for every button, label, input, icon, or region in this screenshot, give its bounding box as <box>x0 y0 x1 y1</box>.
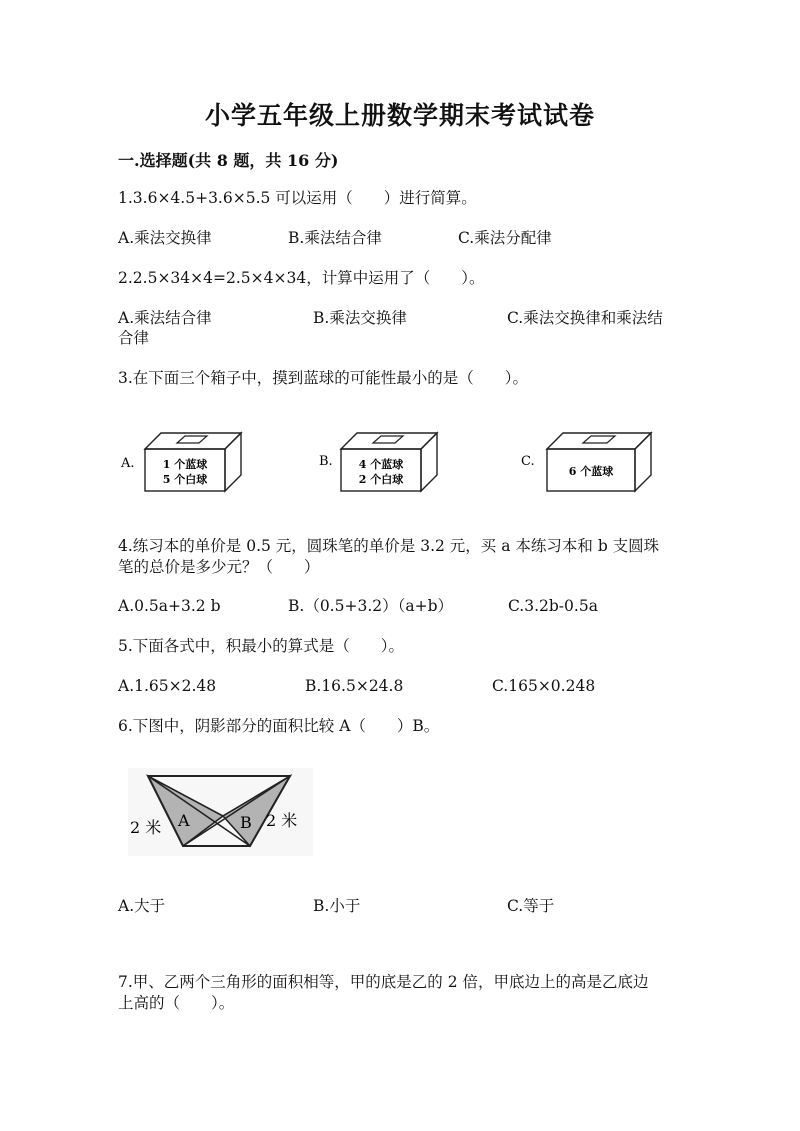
q3-box-b-figure <box>313 425 448 501</box>
question-5: 5.下面各式中，积最小的算式是（ ）。 <box>118 637 405 655</box>
question-6: 6.下图中，阴影部分的面积比较 A（ ）B。 <box>118 717 440 735</box>
exam-title: 小学五年级上册数学期末考试试卷 <box>204 101 595 130</box>
q2-option-a[interactable]: A.乘法结合律 <box>118 309 212 327</box>
q1-option-b[interactable]: B.乘法结合律 <box>288 229 382 247</box>
q4-option-b[interactable]: B.（0.5+3.2）（a+b） <box>288 597 454 615</box>
question-3: 3.在下面三个箱子中，摸到蓝球的可能性最小的是（ ）。 <box>118 369 529 387</box>
q6-trapezoid-figure <box>128 768 313 860</box>
region-a-label: A <box>178 811 190 830</box>
q5-option-c[interactable]: C.165×0.248 <box>492 677 596 695</box>
q3-box-a-line2: 5 个白球 <box>162 473 208 486</box>
question-2: 2.2.5×34×4=2.5×4×34，计算中运用了（ ）。 <box>118 269 485 287</box>
question-1: 1.3.6×4.5+3.6×5.5 可以运用（ ）进行简算。 <box>118 189 477 207</box>
question-4-line-1: 4.练习本的单价是 0.5 元，圆珠笔的单价是 3.2 元，买 a 本练习本和 b 支圆珠 <box>118 537 660 555</box>
right-length-label: 2 米 <box>266 811 298 830</box>
q6-option-c[interactable]: C.等于 <box>507 897 555 915</box>
left-length-label: 2 米 <box>130 818 162 837</box>
q3-box-b-label: B. <box>319 454 333 469</box>
question-7-line-2: 上高的（ ）。 <box>118 994 235 1012</box>
q2-option-b[interactable]: B.乘法交换律 <box>313 309 407 327</box>
question-7-line-1: 7.甲、乙两个三角形的面积相等，甲的底是乙的 2 倍，甲底边上的高是乙底边 <box>118 973 649 991</box>
q1-option-a[interactable]: A.乘法交换律 <box>118 229 212 247</box>
q5-option-a[interactable]: A.1.65×2.48 <box>118 677 217 695</box>
question-4-line-2: 笔的总价是多少元？（ ） <box>118 558 320 576</box>
q5-option-b[interactable]: B.16.5×24.8 <box>305 677 404 695</box>
q3-box-b-line2: 2 个白球 <box>358 473 404 486</box>
q4-option-c[interactable]: C.3.2b-0.5a <box>508 597 598 615</box>
region-b-label: B <box>240 813 252 832</box>
q3-box-a-figure <box>115 425 250 501</box>
q6-option-a[interactable]: A.大于 <box>118 897 166 915</box>
q3-box-b-line1: 4 个蓝球 <box>358 458 404 471</box>
q3-box-a-line1: 1 个蓝球 <box>162 458 208 471</box>
q3-box-a-label: A. <box>121 456 135 471</box>
section-heading: 一.选择题(共 8 题，共 16 分) <box>118 151 339 170</box>
q4-option-a[interactable]: A.0.5a+3.2 b <box>118 597 221 615</box>
q2-option-c-wrap: 合律 <box>118 329 150 347</box>
q2-option-c[interactable]: C.乘法交换律和乘法结 <box>507 309 663 327</box>
q1-option-c[interactable]: C.乘法分配律 <box>458 229 552 247</box>
q3-box-c-figure <box>515 425 665 501</box>
q3-box-c-line1: 6 个蓝球 <box>568 465 614 478</box>
q3-box-c-label: C. <box>521 454 535 469</box>
q6-option-b[interactable]: B.小于 <box>313 897 361 915</box>
